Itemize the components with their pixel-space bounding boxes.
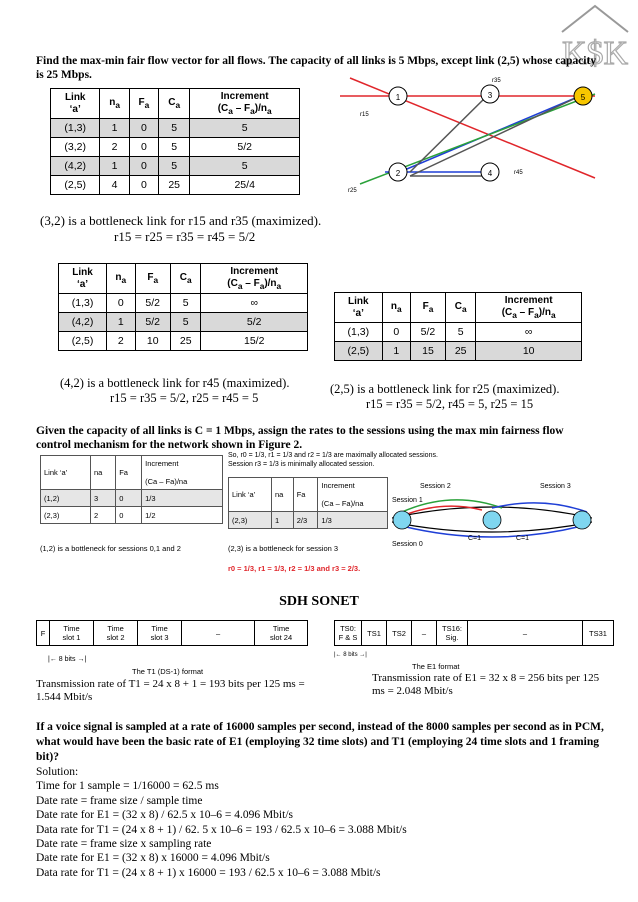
table-row: (3,2) 2 0 5 5/2 [51, 138, 300, 157]
svg-text:1: 1 [395, 93, 401, 102]
solution-line: Date rate for E1 = (32 x 8) / 62.5 x 10–6 = 4.096 Mbit/s [36, 809, 293, 822]
note-3: (2,5) is a bottleneck link for r25 (maximized). r15 = r35 = 5/2, r45 = 5, r25 = 15 [330, 382, 560, 411]
label-r35: r35 [492, 78, 501, 84]
network-graph [340, 76, 610, 206]
label-c1: C=1 [468, 535, 482, 542]
node-c [573, 511, 591, 529]
solution-line: Data rate for T1 = (24 x 8 + 1) x 16000 = 193 / 62.5 x 10–6 = 3.088 Mbit/s [36, 866, 381, 879]
solution-line: Data rate for T1 = (24 x 8 + 1) / 62. 5 x 10–6 = 193 / 62.5 x 10–6 = 3.088 Mbit/s [36, 823, 407, 836]
svg-text:4: 4 [487, 169, 493, 178]
solution-line: Date rate = frame size / sample time [36, 794, 203, 807]
table-row: (1,3) 1 0 5 5 [51, 119, 300, 138]
so-text: So, r0 = 1/3, r1 = 1/3 and r2 = 1/3 are maximally allocated sessions. Session r3 = 1/3 is minimally allocated session. [228, 452, 438, 468]
t1-caption: The T1 (DS-1) format [132, 667, 204, 676]
figure-2 [392, 478, 592, 554]
e1-rate: Transmission rate of E1 = 32 x 8 = 256 bits per 125 ms = 2.048 Mbit/s [372, 672, 600, 697]
table-3: Link ‘a’ $n_a$ $F_a$ $C_a$ Increment $(C_a - F_a)/n_a$ (1,3) 0 5/2 5 ∞ (2,5) 1 15 25 10 [334, 292, 582, 361]
link-3-2 [410, 93, 490, 172]
node-b [483, 511, 501, 529]
flow-r15-diagonal [350, 78, 595, 178]
note-1: (3,2) is a bottleneck link for r15 and r35 (maximized). r15 = r25 = r35 = r45 = 5/2 [40, 213, 322, 244]
t1-frame: F Time slot 1 Time slot 2 Time slot 3 – Time slot 24 [36, 620, 308, 646]
e1-frame: TS0: F & S TS1 TS2 – TS16: Sig. – TS31 [334, 620, 614, 646]
svg-text:3: 3 [487, 91, 493, 100]
question-1: Find the max-min fair flow vector for all flows. The capacity of all links is 5 Mbps, except link (2,5) whose capacity is 25 Mbps. [36, 55, 597, 81]
svg-text:5: 5 [580, 93, 586, 102]
label-r45: r45 [514, 170, 523, 176]
question-3: If a voice signal is sampled at a rate of 16000 samples per second, instead of the 8000 samples per second as in PCM, what would have been the basic rate of E1 (employing 32 time slots) and T1 (employing 24 time slots and 1 framing bit)? [36, 721, 604, 763]
solution-line: Solution: [36, 766, 79, 778]
label-session-2: Session 2 [420, 483, 451, 490]
table-row: (4,2) 1 0 5 5 [51, 157, 300, 176]
table-1: Link ‘a’ $n_a$ $F_a$ $C_a$ Increment $(C_a - F_a)/n_a$ (1,3) 1 0 5 5 (3,2) 2 0 5 5/2 (4,2) 1 0 5 5 (2,5) 4 0 25 25/4 [50, 88, 300, 195]
caption-1: (1,2) is a bottleneck for sessions 0,1 and 2 [40, 544, 181, 553]
solution-line: Date rate = frame size x sampling rate [36, 838, 212, 851]
table-row: (2,3) 1 2/3 1/3 [229, 512, 388, 529]
table-row: (1,3) 0 5/2 5 ∞ [335, 323, 582, 342]
caption-2: (2,3) is a bottleneck for session 3 [228, 544, 339, 553]
sdh-title: SDH SONET [279, 594, 359, 609]
table-2: Link ‘a’ $n_a$ $F_a$ $C_a$ Increment $(C_a - F_a)/n_a$ (1,3) 0 5/2 5 ∞ (4,2) 1 5/2 5 5/2 (2,5) 2 10 25 15/2 [58, 263, 308, 351]
question-2: Given the capacity of all links is C = 1 Mbps, assign the rates to the sessions using the max min fairness flow control mechanism for the network shown in Figure 2. [36, 425, 564, 451]
label-session-0: Session 0 [392, 541, 423, 548]
note-2: (4,2) is a bottleneck link for r45 (maximized). r15 = r35 = 5/2, r25 = r45 = 5 [60, 376, 290, 405]
table-row: (1,3) 0 5/2 5 ∞ [59, 294, 308, 313]
small-table-2: Link ‘a’ na Fa Increment (Ca – Fa)/na (2,3) 1 2/3 1/3 [228, 477, 388, 529]
result-text: r0 = 1/3, r1 = 1/3, r2 = 1/3 and r3 = 2/3. [228, 564, 361, 573]
node-a [393, 511, 411, 529]
table-row: (1,2) 3 0 1/3 [41, 490, 223, 507]
solution-line: Date rate for E1 = (32 x 8) x 16000 = 4.096 Mbit/s [36, 852, 270, 865]
table-row: (2,5) 1 15 25 10 [335, 342, 582, 361]
solution-line: Time for 1 sample = 1/16000 = 62.5 ms [36, 780, 219, 793]
table-row: (2,3) 2 0 1/2 [41, 507, 223, 524]
label-r15: r15 [360, 112, 369, 118]
watermark-text: K$K [561, 35, 629, 72]
e1-caption: The E1 format [412, 662, 460, 671]
table-row: (2,5) 2 10 25 15/2 [59, 332, 308, 351]
small-table-1: Link ‘a’ na Fa Increment (Ca – Fa)/na (1,2) 3 0 1/3 (2,3) 2 0 1/2 [40, 455, 223, 524]
label-session-3: Session 3 [540, 483, 571, 490]
label-session-1: Session 1 [392, 497, 423, 504]
table-row: (2,5) 4 0 25 25/4 [51, 176, 300, 195]
label-c2: C=1 [516, 535, 530, 542]
table-row: (4,2) 1 5/2 5 5/2 [59, 313, 308, 332]
t1-bits: |← 8 bits →| [48, 656, 87, 663]
solution-block [36, 765, 407, 880]
label-r25: r25 [348, 188, 357, 194]
t1-rate: Transmission rate of T1 = 24 x 8 + 1 = 193 bits per 125 ms = 1.544 Mbit/s [36, 678, 305, 703]
svg-text:2: 2 [395, 169, 401, 178]
e1-bits: |← 8 bits →| [334, 652, 367, 658]
